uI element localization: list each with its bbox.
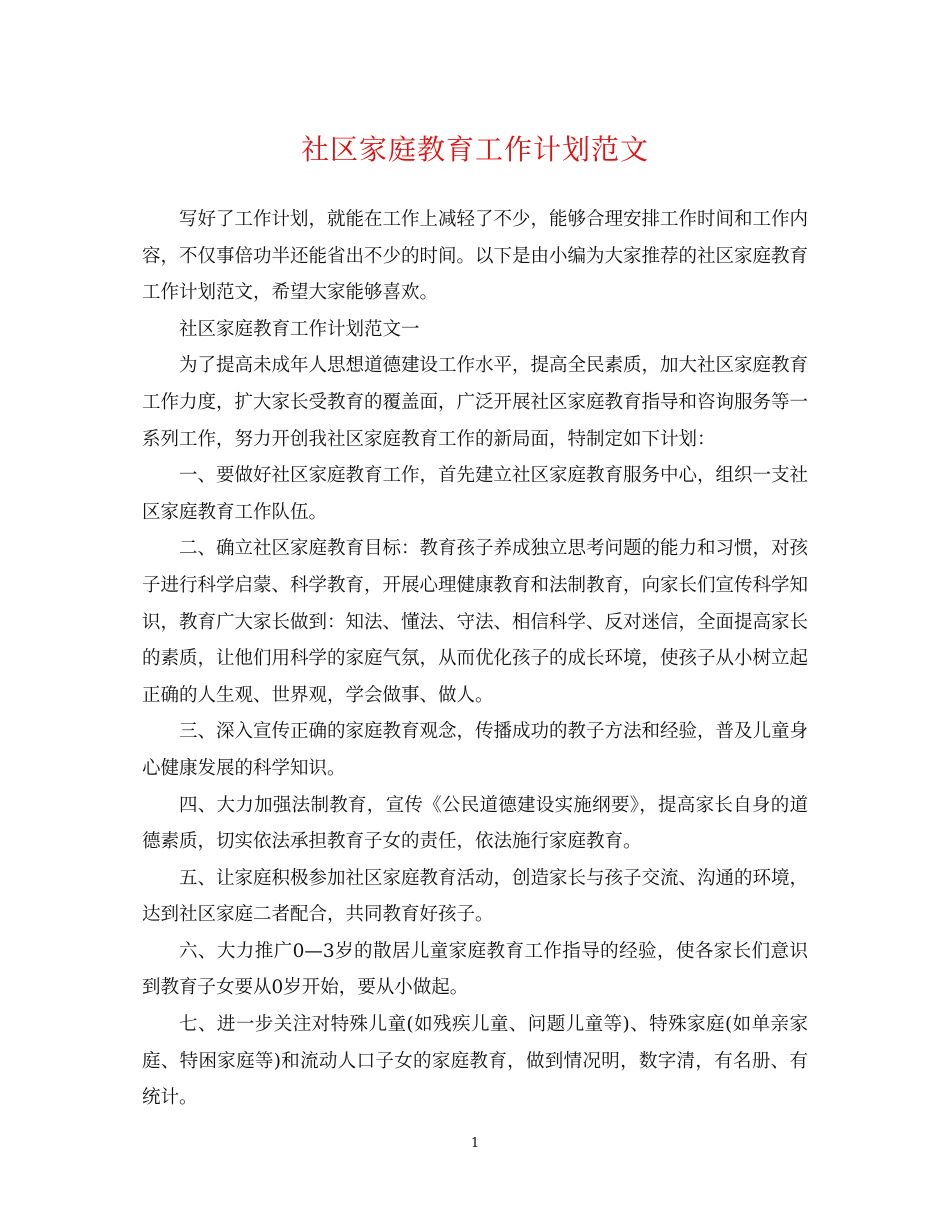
document-body <box>142 202 808 1117</box>
list-item: 三、深入宣传正确的家庭教育观念，传播成功的教子方法和经验，普及儿童身心健康发展的科学知识。 <box>142 721 809 779</box>
page-number: 1 <box>470 1136 480 1151</box>
list-item: 五、让家庭积极参加社区家庭教育活动，创造家长与孩子交流、沟通的环境，达到社区家庭二者配合，共同教育好孩子。 <box>142 867 809 926</box>
list-item: 七、进一步关注对特殊儿童(如残疾儿童、问题儿童等)、特殊家庭(如单亲家庭、特困家庭等)和流动人口子女的家庭教育，做到情况明，数字清，有名册、有统计。 <box>142 1014 808 1109</box>
list-item: 六、大力推广0—3岁的散居儿童家庭教育工作指导的经验，使各家长们意识到教育子女要从0岁开始，要从小做起。 <box>142 940 808 999</box>
document-title: 社区家庭教育工作计划范文 <box>300 133 649 166</box>
list-item: 四、大力加强法制教育，宣传《公民道德建设实施纲要》，提高家长自身的道德素质，切实依法承担教育子女的责任，依法施行家庭教育。 <box>142 794 808 853</box>
intro-paragraph: 写好了工作计划，就能在工作上减轻了不少，能够合理安排工作时间和工作内容，不仅事倍功半还能省出不少的时间。以下是由小编为大家推荐的社区家庭教育工作计划范文，希望大家能够喜欢。 <box>142 209 809 304</box>
section-heading: 社区家庭教育工作计划范文一 <box>179 318 420 340</box>
list-item: 一、要做好社区家庭教育工作，首先建立社区家庭教育服务中心，组织一支社区家庭教育工作队伍。 <box>142 465 809 523</box>
list-item: 二、确立社区家庭教育目标：教育孩子养成独立思考问题的能力和习惯，对孩子进行科学启蒙、科学教育，开展心理健康教育和法制教育，向家长们宣传科学知识，教育广大家长做到：知法、懂法、守法、相信科学、反对迷信，全面提高家长的素质，让他们用科学的家庭气氛，从而优化孩子的成长环境，使孩子从小树立起正确的人生观、世界观，学会做事、做人。 <box>142 538 809 706</box>
paragraph: 为了提高未成年人思想道德建设工作水平，提高全民素质，加大社区家庭教育工作力度，扩大家长受教育的覆盖面，广泛开展社区家庭教育指导和咨询服务等一系列工作，努力开创我社区家庭教育工作的新局面，特制定如下计划： <box>142 355 809 450</box>
